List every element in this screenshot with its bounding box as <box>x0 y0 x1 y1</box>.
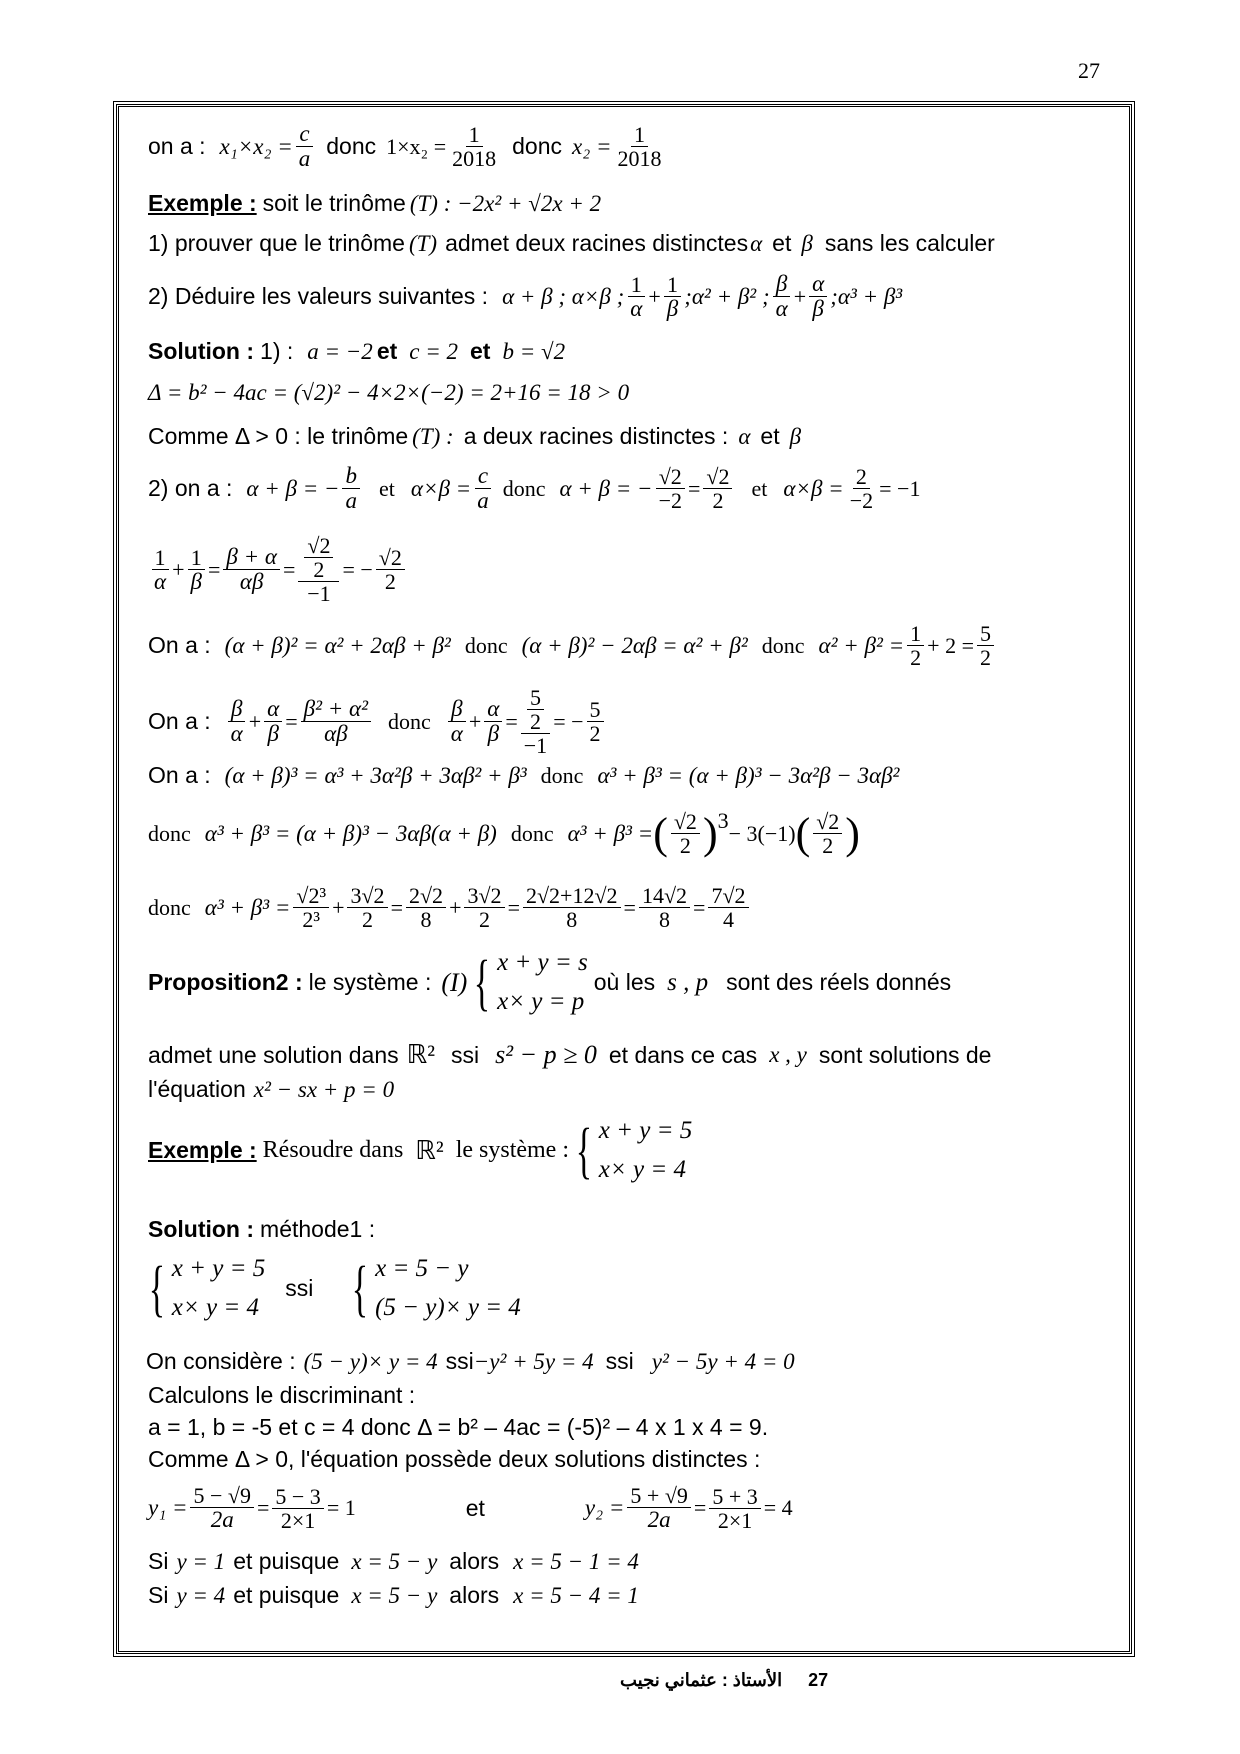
formula: (T) <box>408 230 438 256</box>
fraction: $\frac{√2}{2}$ <box>813 810 842 857</box>
formula: (5 − y)× y = 4 <box>303 1348 438 1374</box>
solution-heading: Solution : <box>148 338 255 364</box>
line-15 <box>148 944 951 1022</box>
line-5 <box>148 338 565 365</box>
text: le système : <box>455 1137 569 1164</box>
text: Si <box>148 1548 169 1574</box>
line-9 <box>148 534 408 605</box>
formula: x₁×x₂ = <box>219 133 293 159</box>
text: et <box>378 475 395 501</box>
formula: b = √2 <box>502 338 566 364</box>
fraction: $\frac{\alpha}{\beta}$ <box>484 697 502 746</box>
paren-open: ( <box>653 809 668 858</box>
formula: x² − sx + p = 0 <box>253 1076 395 1102</box>
formula: + <box>248 708 262 734</box>
line-25: y₁ = $\frac{5 - √9}{2a}$ = $\frac{5 - 3}{2\times 1}$ = 1 et y₂ = $\frac{5 + √9}{2a}$ = $\frac{5 + 3}{2\times 1}$ = 4 <box>148 1483 793 1533</box>
formula: (α + β)² = α² + 2αβ + β² <box>224 632 451 658</box>
text: donc <box>512 133 562 160</box>
formula: α³ + β³ = (α + β)³ − 3α²β − 3αβ² <box>597 762 900 788</box>
text: et puisque <box>233 1582 340 1608</box>
fraction: $\frac{5}{2}$ <box>977 622 994 669</box>
system-of-equations: { x + y = s x× y = p <box>474 948 588 1017</box>
formula: (α + β)³ = α³ + 3α²β + 3αβ² + β³ <box>224 762 527 788</box>
formula: y₂ = <box>584 1495 625 1521</box>
text: Comme Δ > 0, l'équation possède deux solutions distinctes : <box>148 1446 761 1472</box>
text: donc <box>502 475 546 501</box>
formula: α + β ; α×β ; <box>502 283 625 309</box>
text: et dans ce cas <box>608 1041 758 1068</box>
formula: α + β = − <box>559 475 653 501</box>
fraction: $\frac{14√2}{8}$ <box>639 884 690 931</box>
nested-fraction: $\frac{\frac{5}{2}}{-1}$ <box>521 686 550 757</box>
formula: + <box>793 283 807 309</box>
fraction: $\frac{√2}{2}$ <box>703 465 732 512</box>
fraction: $\frac{5 + 3}{2\times 1}$ <box>709 1485 760 1532</box>
text: sont solutions de <box>818 1041 992 1068</box>
line-7 <box>148 423 801 450</box>
paren-close: ) <box>702 809 718 858</box>
formula: = <box>282 556 296 582</box>
formula: α³ + β³ = <box>567 820 654 846</box>
line-22 <box>148 1382 415 1409</box>
line-2 <box>148 190 601 217</box>
formula: ;α³ + β³ <box>830 283 903 309</box>
nested-fraction: $\frac{\frac{√2}{2}}{-1}$ <box>298 534 339 605</box>
formula: (I) <box>441 967 468 997</box>
line-6 <box>148 380 629 406</box>
text: Si <box>148 1582 169 1608</box>
text: donc <box>464 632 508 658</box>
formula: α + β = − <box>246 475 340 501</box>
fraction: $\frac{\beta + \alpha}{\alpha\beta}$ <box>223 545 280 594</box>
text: Comme Δ > 0 : le trinôme <box>148 423 409 449</box>
fraction: $\frac{7√2}{4}$ <box>708 884 748 931</box>
formula: a = −2 <box>307 338 373 364</box>
formula: = −1 <box>879 475 921 501</box>
formula: x = 5 − 4 = 1 <box>513 1582 639 1608</box>
system-of-equations: { x + y = 5 x× y = 4 <box>148 1254 266 1323</box>
page-number: 27 <box>1078 58 1100 83</box>
text: l'équation <box>148 1076 246 1102</box>
formula: (α + β)² − 2αβ = α² + β² <box>521 632 748 658</box>
formula: α² + β² = <box>818 632 905 658</box>
text: donc <box>510 820 554 846</box>
footer <box>620 1670 828 1691</box>
formula: + 2 = <box>927 632 974 658</box>
text: où les <box>593 969 656 996</box>
formula: α <box>750 230 763 256</box>
fraction: $\frac{√2}{2}$ <box>671 810 700 857</box>
formula: ℝ² <box>406 1040 436 1069</box>
line-19 <box>148 1216 375 1243</box>
text: et puisque <box>233 1548 340 1574</box>
text: 2) on a : <box>148 475 233 502</box>
fraction: $\frac{3√2}{2}$ <box>347 884 387 931</box>
text: On a : <box>148 762 211 788</box>
footer-author: الأستاذ : عثماني نجيب <box>620 1670 783 1690</box>
formula: y₁ = <box>148 1495 188 1521</box>
text: ssi <box>445 1348 474 1374</box>
text: le système : <box>308 969 432 996</box>
formula: + <box>468 708 482 734</box>
text: donc <box>540 762 584 788</box>
system-of-equations: { x = 5 − y (5 − y)× y = 4 <box>352 1254 521 1323</box>
formula: = <box>505 708 518 734</box>
formula: x₂ = <box>571 133 612 159</box>
example-heading: Exemple : <box>148 1137 257 1164</box>
line-4 <box>148 272 902 321</box>
line-14: donc α³ + β³ = $\frac{\text{√2³}}{\text{2³}}$ + $\frac{3√2}{2}$ = $\frac{2√2}{8}$ + $\frac{3√2}{2}$ = $\frac{2√2+12√2}{8}$ = $\frac{14√2}{8}$ = $\frac{7√2}{4}$ <box>148 884 752 931</box>
line-18 <box>148 1112 692 1190</box>
line-3 <box>148 230 995 257</box>
text: Résoudre dans <box>262 1137 404 1164</box>
fraction: $\frac{1}{\beta}$ <box>664 273 681 321</box>
fraction: $\frac{√2}{-2}$ <box>656 465 685 512</box>
footer-page-number: 27 <box>808 1670 829 1690</box>
formula: α³ + β³ = <box>204 894 291 920</box>
system-of-equations: { x + y = 5 x× y = 4 <box>575 1116 693 1185</box>
formula: α³ + β³ = (α + β)³ − 3αβ(α + β) <box>204 820 497 846</box>
text: méthode1 : <box>260 1216 376 1242</box>
line-1 <box>148 122 667 171</box>
text: admet deux racines distinctes <box>445 230 749 256</box>
fraction: $\frac{1}{2}$ <box>907 622 924 669</box>
formula: x , y <box>769 1042 807 1067</box>
formula: (T) : <box>412 423 454 449</box>
text: on a : <box>148 133 206 160</box>
text: et <box>760 423 780 449</box>
fraction: $\frac{c}{a}$ <box>296 122 314 171</box>
fraction: $\frac{1}{2018}$ <box>452 122 497 172</box>
line-17 <box>148 1076 394 1103</box>
text: et <box>470 338 491 364</box>
proposition-heading: Proposition2 : <box>148 969 303 996</box>
text: donc <box>388 708 431 734</box>
formula: −y² + 5y = 4 <box>473 1348 594 1374</box>
formula: s² − p ≥ 0 <box>495 1040 597 1069</box>
formula: x = 5 − y <box>351 1548 438 1574</box>
line-10 <box>148 622 997 669</box>
fraction: $\frac{2√2+12√2}{8}$ <box>523 884 621 931</box>
text: sont des réels donnés <box>726 969 952 996</box>
fraction: $\frac{\text{β² + α²}}{\alpha\beta}$ <box>301 697 371 746</box>
line-27 <box>148 1582 639 1609</box>
fraction: $\frac{b}{a}$ <box>342 464 360 513</box>
text: Calculons le discriminant : <box>148 1382 416 1408</box>
paren-close: ) <box>845 809 860 858</box>
fraction: $\frac{√2}{2}$ <box>376 546 405 593</box>
text: 1) : <box>260 338 294 364</box>
formula: = − <box>342 556 373 582</box>
formula: Δ = b² − 4ac = (√2)² − 4×2×(−2) = 2+16 = 18 > 0 <box>148 380 630 405</box>
formula: (T) : −2x² + √2x + 2 <box>409 190 602 216</box>
line-26 <box>148 1548 639 1575</box>
fraction: $\frac{c}{a}$ <box>474 464 492 513</box>
fraction: $\frac{\text{√2³}}{\text{2³}}$ <box>293 884 329 931</box>
text: donc <box>326 133 377 160</box>
line-24 <box>148 1446 760 1473</box>
fraction: $\frac{2}{-2}$ <box>849 464 874 514</box>
fraction: $\frac{5 - 3}{2\times 1}$ <box>272 1485 323 1532</box>
formula: = <box>285 708 298 734</box>
formula: + <box>172 556 185 582</box>
line-16 <box>148 1040 991 1070</box>
formula: α×β = <box>783 475 844 501</box>
formula: ;α² + β² ; <box>684 283 770 309</box>
formula: ℝ² <box>415 1135 444 1165</box>
fraction: $\frac{5 + √9}{2a}$ <box>627 1484 690 1532</box>
formula: y = 4 <box>176 1582 226 1608</box>
formula: β <box>801 230 813 256</box>
text: donc <box>761 632 805 658</box>
fraction: $\frac{1}{\alpha}$ <box>151 546 169 594</box>
text: ssi <box>451 1041 480 1068</box>
text: donc <box>148 894 191 920</box>
line-12 <box>148 762 899 789</box>
line-11 <box>148 686 607 757</box>
text: On a : <box>148 632 211 659</box>
formula: x = 5 − 1 = 4 <box>513 1548 639 1574</box>
text: ssi <box>605 1348 634 1374</box>
formula: β <box>789 423 802 449</box>
formula: c = 2 <box>409 338 458 364</box>
fraction: $\frac{\beta}{\alpha}$ <box>228 697 246 746</box>
line-20 <box>142 1250 521 1328</box>
formula: = − <box>553 708 584 734</box>
formula: α×β = <box>410 475 472 501</box>
paren-open: ( <box>795 809 811 858</box>
fraction: $\frac{1}{\alpha}$ <box>627 273 645 321</box>
text: ssi <box>285 1275 314 1302</box>
text: et <box>465 1494 485 1521</box>
text: a deux racines distinctes : <box>463 423 729 449</box>
formula: α <box>738 423 751 449</box>
formula: − 3(−1) <box>728 820 796 846</box>
solution-heading: Solution : <box>148 1216 255 1242</box>
fraction: $\frac{\beta}{\alpha}$ <box>448 697 466 746</box>
formula: 1×x₂ = <box>386 133 447 159</box>
line-21 <box>146 1348 795 1375</box>
text: On considère : <box>146 1348 296 1374</box>
fraction: $\frac{\alpha}{\beta}$ <box>264 697 282 746</box>
text: sans les calculer <box>824 230 995 256</box>
text: soit le trinôme <box>262 190 406 216</box>
fraction: $\frac{5}{2}$ <box>587 698 604 745</box>
fraction: $\frac{1}{2018}$ <box>617 122 662 172</box>
example-heading: Exemple : <box>148 190 257 216</box>
line-23 <box>148 1414 768 1441</box>
fraction: $\frac{5 - √9}{2a}$ <box>190 1484 253 1532</box>
text: admet une solution dans <box>148 1041 399 1068</box>
fraction: $\frac{3√2}{2}$ <box>464 884 504 931</box>
formula: + <box>648 283 661 309</box>
text: 2) Déduire les valeurs suivantes : <box>148 283 489 310</box>
formula: y = 1 <box>176 1548 226 1574</box>
text: donc <box>148 820 191 846</box>
fraction: $\frac{1}{\beta}$ <box>188 546 205 594</box>
formula: y² − 5y + 4 = 0 <box>651 1348 795 1374</box>
text: On a : <box>148 708 211 735</box>
line-13: donc α³ + β³ = (α + β)³ − 3αβ(α + β) donc α³ + β³ = ( $\frac{√2}{2}$ ) 3 − 3(−1) ( $\frac{√2}{2}$ ) <box>148 808 860 858</box>
text: et <box>376 338 398 364</box>
fraction: $\frac{\beta}{\alpha}$ <box>773 272 791 321</box>
text: 1) prouver que le trinôme <box>148 230 405 256</box>
text: et <box>772 230 792 256</box>
text: alors <box>449 1582 500 1608</box>
text: et <box>751 475 768 501</box>
formula: = <box>207 556 221 582</box>
fraction: $\frac{\alpha}{\beta}$ <box>809 272 827 321</box>
fraction: $\frac{2√2}{8}$ <box>406 884 446 931</box>
formula: = <box>687 475 701 501</box>
formula: x = 5 − y <box>351 1582 438 1608</box>
formula: s , p <box>667 968 709 996</box>
text: a = 1, b = -5 et c = 4 donc Δ = b² – 4ac = (-5)² – 4 x 1 x 4 = 9. <box>148 1414 769 1440</box>
text: alors <box>449 1548 500 1574</box>
line-8 <box>148 464 920 513</box>
